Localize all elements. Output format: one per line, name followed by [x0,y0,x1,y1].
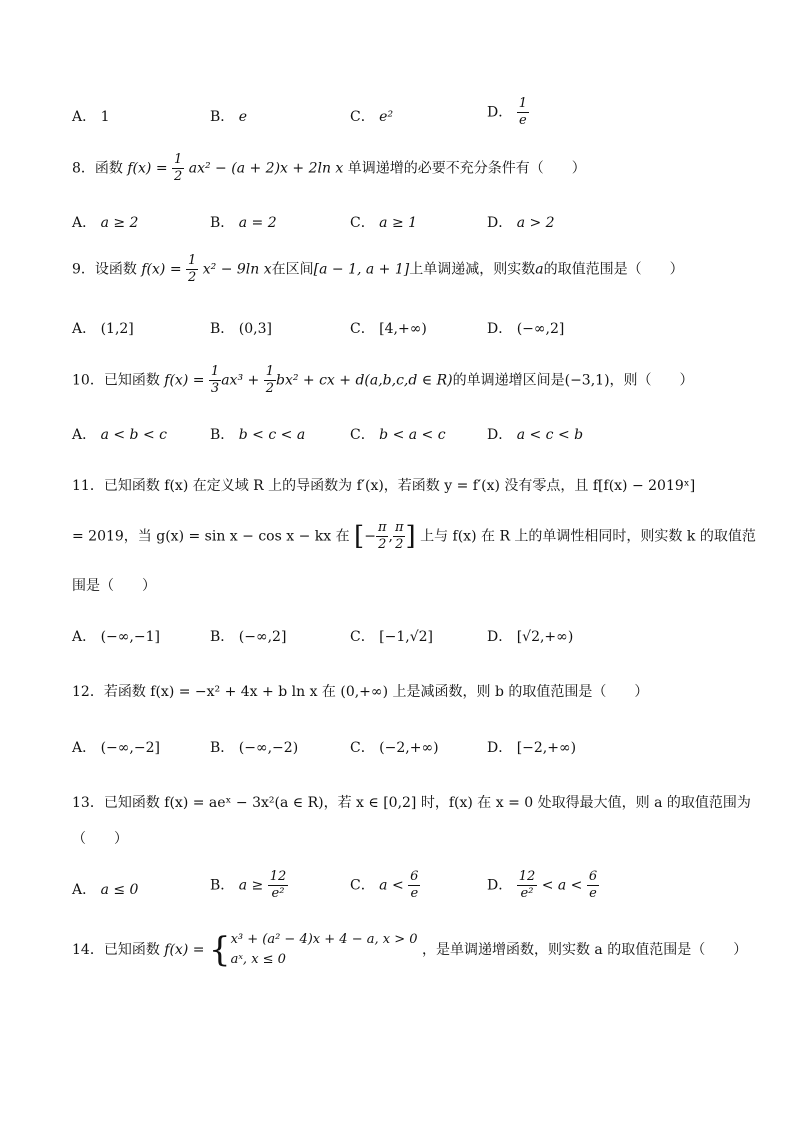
q13-option-c: C． a < $\frac{6}{e}$ [350,869,419,901]
q10-option-b: B． b < c < a [210,427,306,443]
q8-option-a: A． a ≥ 2 [72,215,139,231]
q13-options [72,869,732,909]
q12-option-b: B． (−∞,−2) [210,740,299,756]
q13-option-a: A． a ≤ 0 [72,882,139,898]
question-13-line-1: 13．已知函数 f(x) = aeˣ − 3x²(a ∈ R)，若 x ∈ [0,2] 时，f(x) 在 x = 0 处取得最大值，则 a 的取值范围为 [72,795,751,811]
q8-option-d: D． a > 2 [487,215,555,231]
question-10: 10．已知函数 f(x) = $\frac{1}{3}$ ax³ + $\frac{1}{2}$ bx² + cx + d(a,b,c,d ∈ R)的单调递增区间是(−3,1)，则（ ） [72,364,694,396]
question-9: 9．设函数 f(x) = $\frac{1}{2}$ x² − 9ln x在区间[a − 1, a + 1]上单调递减，则实数a的取值范围是（ ） [72,253,684,285]
q9-option-c: C． [4,+∞) [350,321,427,337]
q12-option-d: D． [−2,+∞) [487,740,577,756]
q7-option-a: A． 1 [72,109,110,125]
question-11-line-2: = 2019，当 g(x) = sin x − cos x − kx 在 [− $\frac{\pi}{2}$ , $\frac{\pi}{2}$ ] 上与 f(x) 在 R 上的单调性相同时，则实数 k 的取值范 [72,520,756,552]
q8-option-b: B． a = 2 [210,215,277,231]
q10-option-a: A． a < b < c [72,427,167,443]
q8-option-c: C． a ≥ 1 [350,215,418,231]
q11-option-c: C． [−1,√2] [350,629,434,645]
question-12: 12．若函数 f(x) = −x² + 4x + b ln x 在 (0,+∞) 上是减函数，则 b 的取值范围是（ ） [72,684,649,700]
question-11-line-1: 11．已知函数 f(x) 在定义域 R 上的导函数为 f′(x)，若函数 y = f′(x) 没有零点，且 f[f(x) − 2019ˣ] [72,478,696,494]
q7-options [72,96,732,136]
q9-option-b: B． (0,3] [210,321,272,337]
question-11-line-3: 围是（ ） [72,578,156,594]
q11-options [72,626,732,656]
q9-option-a: A． (1,2] [72,321,134,337]
q7-option-c: C． e² [350,109,394,125]
q11-option-b: B． (−∞,2] [210,629,287,645]
piecewise-cases: x³ + (a² − 4)x + 4 − a, x > 0 aˣ, x ≤ 0 [230,932,418,967]
q12-option-c: C． (−2,+∞) [350,740,439,756]
question-14: 14．已知函数 f(x) = { x³ + (a² − 4)x + 4 − a, x > 0 aˣ, x ≤ 0 ，是单调递增函数，则实数 a 的取值范围是（ ） [72,930,748,970]
q10-option-d: D． a < c < b [487,427,584,443]
question-13-line-2: （ ） [72,831,128,847]
q10-option-c: C． b < a < c [350,427,446,443]
q8-options [72,212,732,242]
q11-option-d: D． [√2,+∞) [487,629,574,645]
q13-option-b: B． a ≥ $\frac{12}{\text{e²}}$ [210,869,287,901]
q12-option-a: A． (−∞,−2] [72,740,160,756]
q10-options [72,424,732,454]
q9-option-d: D． (−∞,2] [487,321,565,337]
question-8: 8．函数 f(x) = $\frac{1}{2}$ ax² − (a + 2)x + 2ln x 单调递增的必要不充分条件有（ ） [72,152,586,184]
q9-options [72,318,732,348]
q7-option-b: B． e [210,109,248,125]
q11-option-a: A． (−∞,−1] [72,629,160,645]
piecewise-brace: { [208,930,231,970]
q12-options [72,737,732,767]
q7-option-d: D． $\frac{1}{e}$ [487,96,527,128]
q13-option-d: D． $\frac{12}{\text{e²}}$ < a < $\frac{6}{e}$ [487,869,598,901]
